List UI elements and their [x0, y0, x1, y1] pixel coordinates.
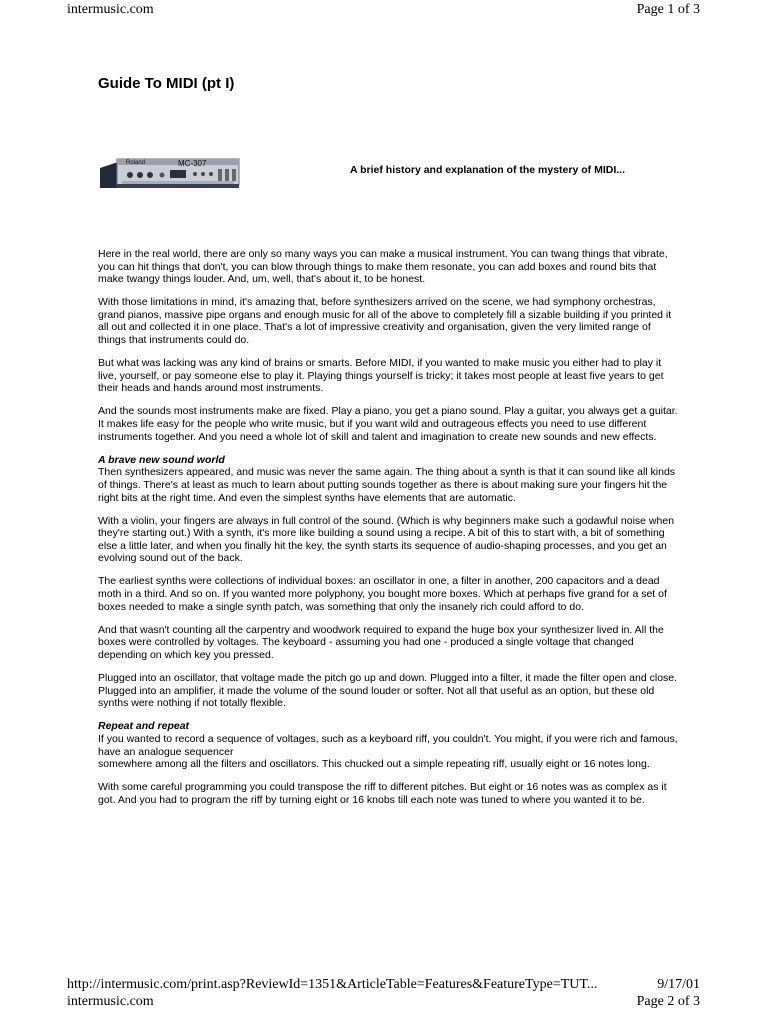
- paragraph: The earliest synths were collections of individual boxes: an oscillator in one, a filter in another, 200 capacitors and a dead moth in a third. And so on. If you wanted more polyphony, you bought more boxes. Which at perhaps five grand for a set of boxes needed to make a single synth patch, was something that only the insanely rich could afford to do.: [98, 575, 667, 613]
- section-heading-repeat-and-repeat: Repeat and repeat: [98, 720, 190, 733]
- footer-url[interactable]: http://intermusic.com/print.asp?ReviewId=1351&ArticleTable=Features&FeatureType=TUT...: [67, 977, 598, 992]
- brand-label: Roland: [126, 160, 146, 166]
- paragraph: And that wasn't counting all the carpentry and woodwork required to expand the huge box your synthesizer lived in. All the boxes were controlled by voltages. The keyboard - assuming you had one - produced a single voltage that changed depending on which key you pressed.: [98, 623, 664, 661]
- paragraph: And the sounds most instruments make are fixed. Play a piano, you get a piano sound. Play a guitar, you always get a guitar. It makes life easy for the people who write music, but if you want wild and outrageous effects you need to use different instruments together. And you need a whole lot of skill and talent and imagination to create new sounds and new effects.: [98, 405, 678, 443]
- synth-image: [100, 154, 242, 188]
- paragraph: Here in the real world, there are only so many ways you can make a musical instrument. You can twang things that vibrate, you can hit things that don't, you can blow through things to make them resonate, you can add boxes and round bits that make twangy things louder. And, um, well, that's about it, to be honest.: [98, 248, 668, 286]
- paragraph: Then synthesizers appeared, and music was never the same again. The thing about a synth is that it can sound like all kinds of things. There's at least as much to learn about putting sounds together as there is about making sure your fingers hit the right bits at the right time. And even the simplest synths have elements that are automatic.: [98, 466, 676, 504]
- paragraph: With some careful programming you could transpose the riff to different pitches. But eight or 16 notes was as complex as it got. And you had to program the riff by turning eight or 16 knobs till each note was tuned to where you wanted it to be.: [98, 781, 667, 806]
- footer-page-number: Page 2 of 3: [636, 994, 700, 1009]
- article-title: Guide To MIDI (pt I): [98, 75, 235, 92]
- footer-site: intermusic.com: [67, 994, 154, 1009]
- paragraph: But what was lacking was any kind of brains or smarts. Before MIDI, if you wanted to make music you either had to play it live, yourself, or pay someone else to play it. Playing things yourself is tricky; it takes most people at least five years to get their heads and hands around most instruments.: [98, 357, 664, 395]
- header-site: intermusic.com: [67, 2, 154, 17]
- paragraph: Plugged into an oscillator, that voltage made the pitch go up and down. Plugged into a filter, it made the filter open and close. Plugged into an amplifier, it made the volume of the sound louder or softer. Not all that useful as an option, but these old synths were nothing if not totally flexible.: [98, 672, 678, 710]
- paragraph: If you wanted to record a sequence of voltages, such as a keyboard riff, you couldn't. You might, if you were rich and famous, have an analogue sequencer: [98, 732, 678, 758]
- paragraph: somewhere among all the filters and oscillators. This chucked out a simple repeating riff, usually eight or 16 notes long.: [98, 758, 650, 771]
- footer-date: 9/17/01: [657, 977, 700, 992]
- paragraph: With those limitations in mind, it's amazing that, before synthesizers arrived on the scene, we had symphony orchestras, grand pianos, massive pipe organs and enough music for all of the above to completely fill a sizable building if you printed it all out and collected it in one place. That's a lot of impressive creativity and organisation, given the very limited range of things that instruments could do.: [98, 296, 672, 347]
- section-heading-brave-new-sound-world: A brave new sound world: [98, 453, 225, 466]
- paragraph: With a violin, your fingers are always in full control of the sound. (Which is why beginners make such a godawful noise when they're starting out.) With a synth, it's more like building a sound using a recipe. A bit of this to start with, a bit of something else a little later, and when you finally hit the key, the synth starts its sequence of audio-shaping processes, and you get an evolving sound out of the back.: [98, 514, 675, 565]
- article-body: [98, 248, 678, 817]
- header-page-number: Page 1 of 3: [636, 2, 700, 17]
- article-subtitle: A brief history and explanation of the mystery of MIDI...: [350, 164, 625, 176]
- model-label: MC-307: [178, 159, 207, 168]
